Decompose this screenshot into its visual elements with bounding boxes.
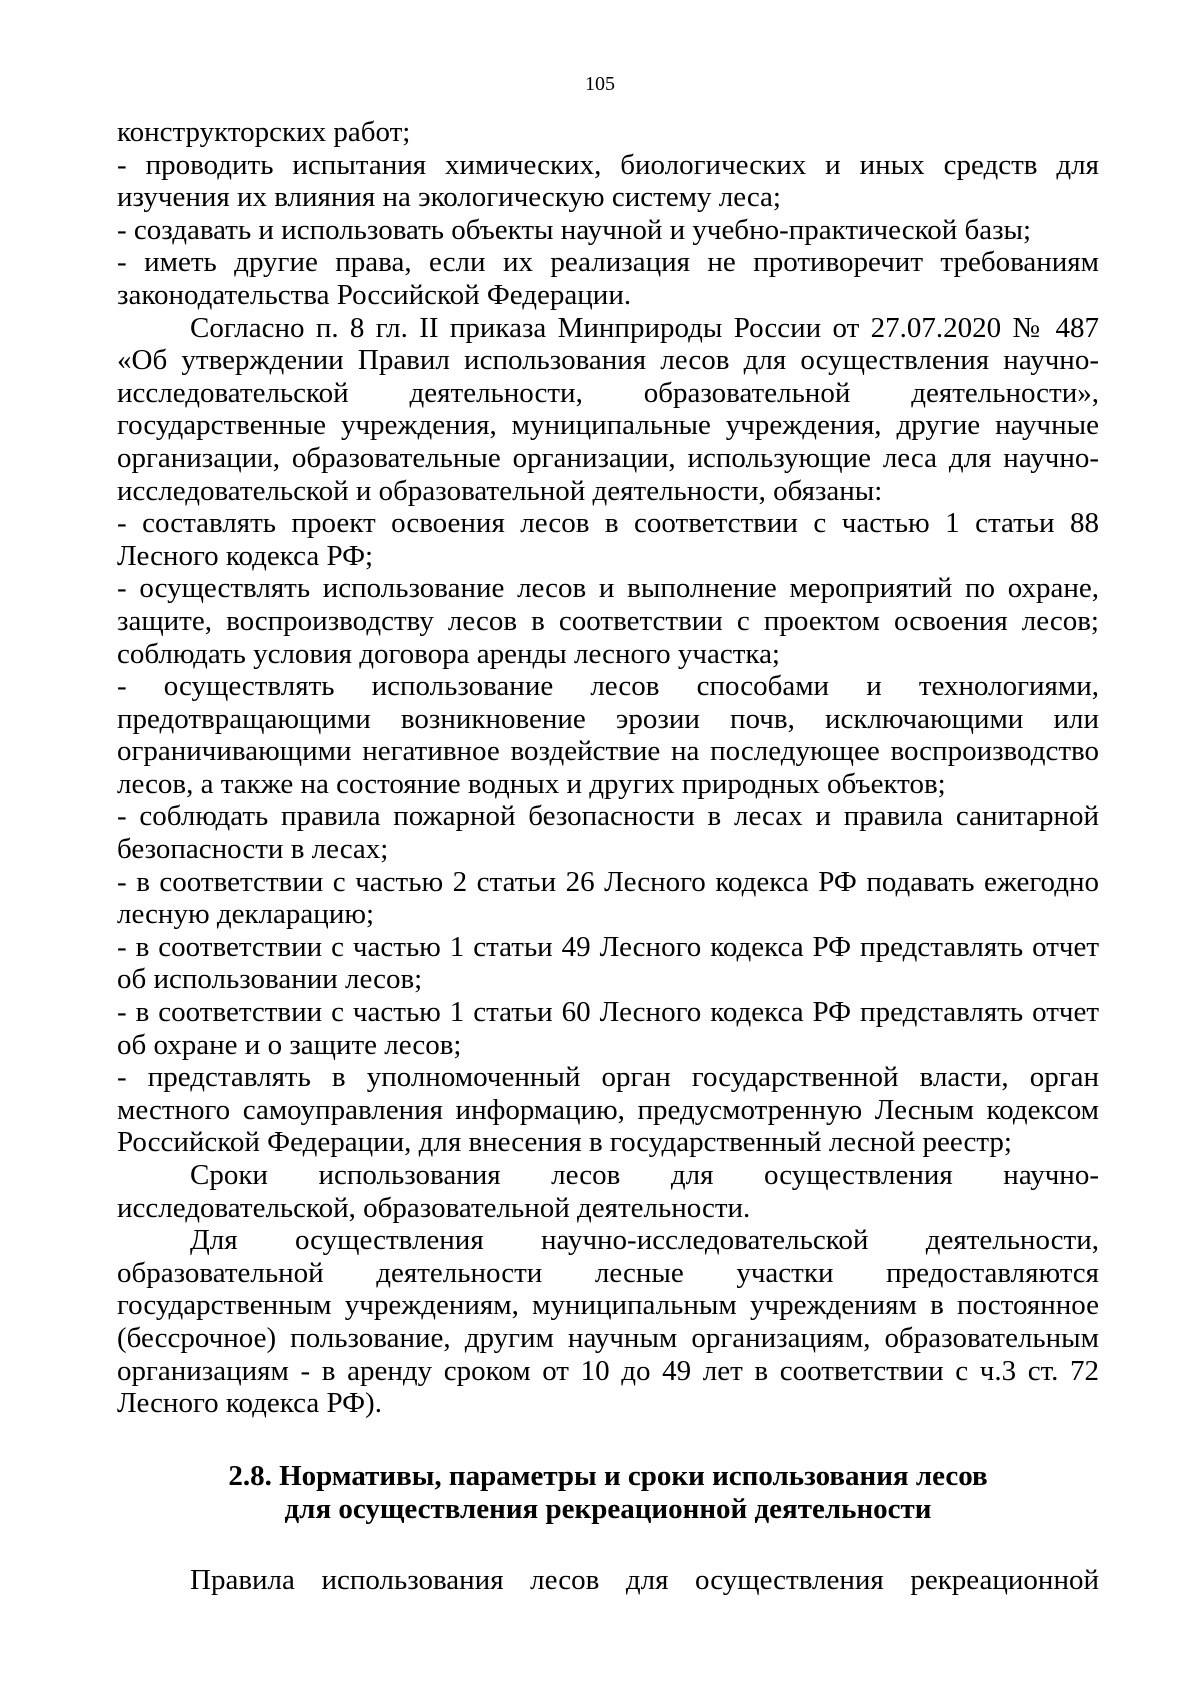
list-item: - представлять в уполномоченный орган государственной власти, орган местного самоуправления информацию, предусмотренную Лесным кодексом Российской Федерации, для внесения в государственный лесной реестр; <box>117 1061 1099 1159</box>
section-heading <box>117 1460 1099 1525</box>
list-item: - в соответствии с частью 1 статьи 49 Лесного кодекса РФ представлять отчет об использовании лесов; <box>117 930 1099 996</box>
list-item: - создавать и использовать объекты научной и учебно-практической базы; <box>117 213 1032 246</box>
list-item: - иметь другие права, если их реализация не противоречит требованиям законодательства Российской Федерации. <box>117 246 1099 311</box>
list-item: - осуществлять использование лесов способами и технологиями, предотвращающими возникновение эрозии почв, исключающими или ограничивающими негативное воздействие на последующее воспроизводство лесов, а также на состояние водных и других природных объектов; <box>117 670 1099 800</box>
paragraph: конструкторских работ; <box>117 116 411 148</box>
section-heading-line-2: для осуществления рекреационной деятельности <box>284 1492 932 1525</box>
paragraph: Для осуществления научно-исследовательской деятельности, образовательной деятельности лесные участки предоставляются государственным учреждениям, муниципальным учреждениям в постоянное (бессрочное) пользование, другим научным организациям, образовательным организациям - в аренду сроком от 10 до 49 лет в соответствии с ч.3 ст. 72 Лесного кодекса РФ). <box>117 1224 1099 1420</box>
list-item: - осуществлять использование лесов и выполнение мероприятий по охране, защите, воспроизводству лесов в соответствии с проектом освоения лесов; соблюдать условия договора аренды лесного участка; <box>117 572 1099 670</box>
section-heading-line-1: 2.8. Нормативы, параметры и сроки использования лесов <box>228 1460 988 1492</box>
list-item: - составлять проект освоения лесов в соответствии с частью 1 статьи 88 Лесного кодекса РФ; <box>117 507 1099 572</box>
document-body <box>117 116 1099 1420</box>
list-item: - соблюдать правила пожарной безопасности в лесах и правила санитарной безопасности в лесах; <box>117 800 1099 866</box>
paragraph: Правила использования лесов для осуществления рекреационной <box>190 1564 1099 1596</box>
list-item: - в соответствии с частью 1 статьи 60 Лесного кодекса РФ представлять отчет об охране и о защите лесов; <box>117 996 1099 1061</box>
paragraph: Согласно п. 8 гл. II приказа Минприроды России от 27.07.2020 № 487 «Об утверждении Правил использования лесов для осуществления научно-исследовательской деятельности, образовательной деятельности», государственные учреждения, муниципальные учреждения, другие научные организации, образовательные организации, использующие леса для научно-исследовательской и образовательной деятельности, обязаны: <box>117 311 1099 507</box>
paragraph: Сроки использования лесов для осуществления научно-исследовательской, образовательной деятельности. <box>117 1159 1099 1224</box>
list-item: - проводить испытания химических, биологических и иных средств для изучения их влияния на экологическую систему леса; <box>117 148 1099 214</box>
page-number: 105 <box>585 73 615 95</box>
list-item: - в соответствии с частью 2 статьи 26 Лесного кодекса РФ подавать ежегодно лесную декларацию; <box>117 865 1099 931</box>
